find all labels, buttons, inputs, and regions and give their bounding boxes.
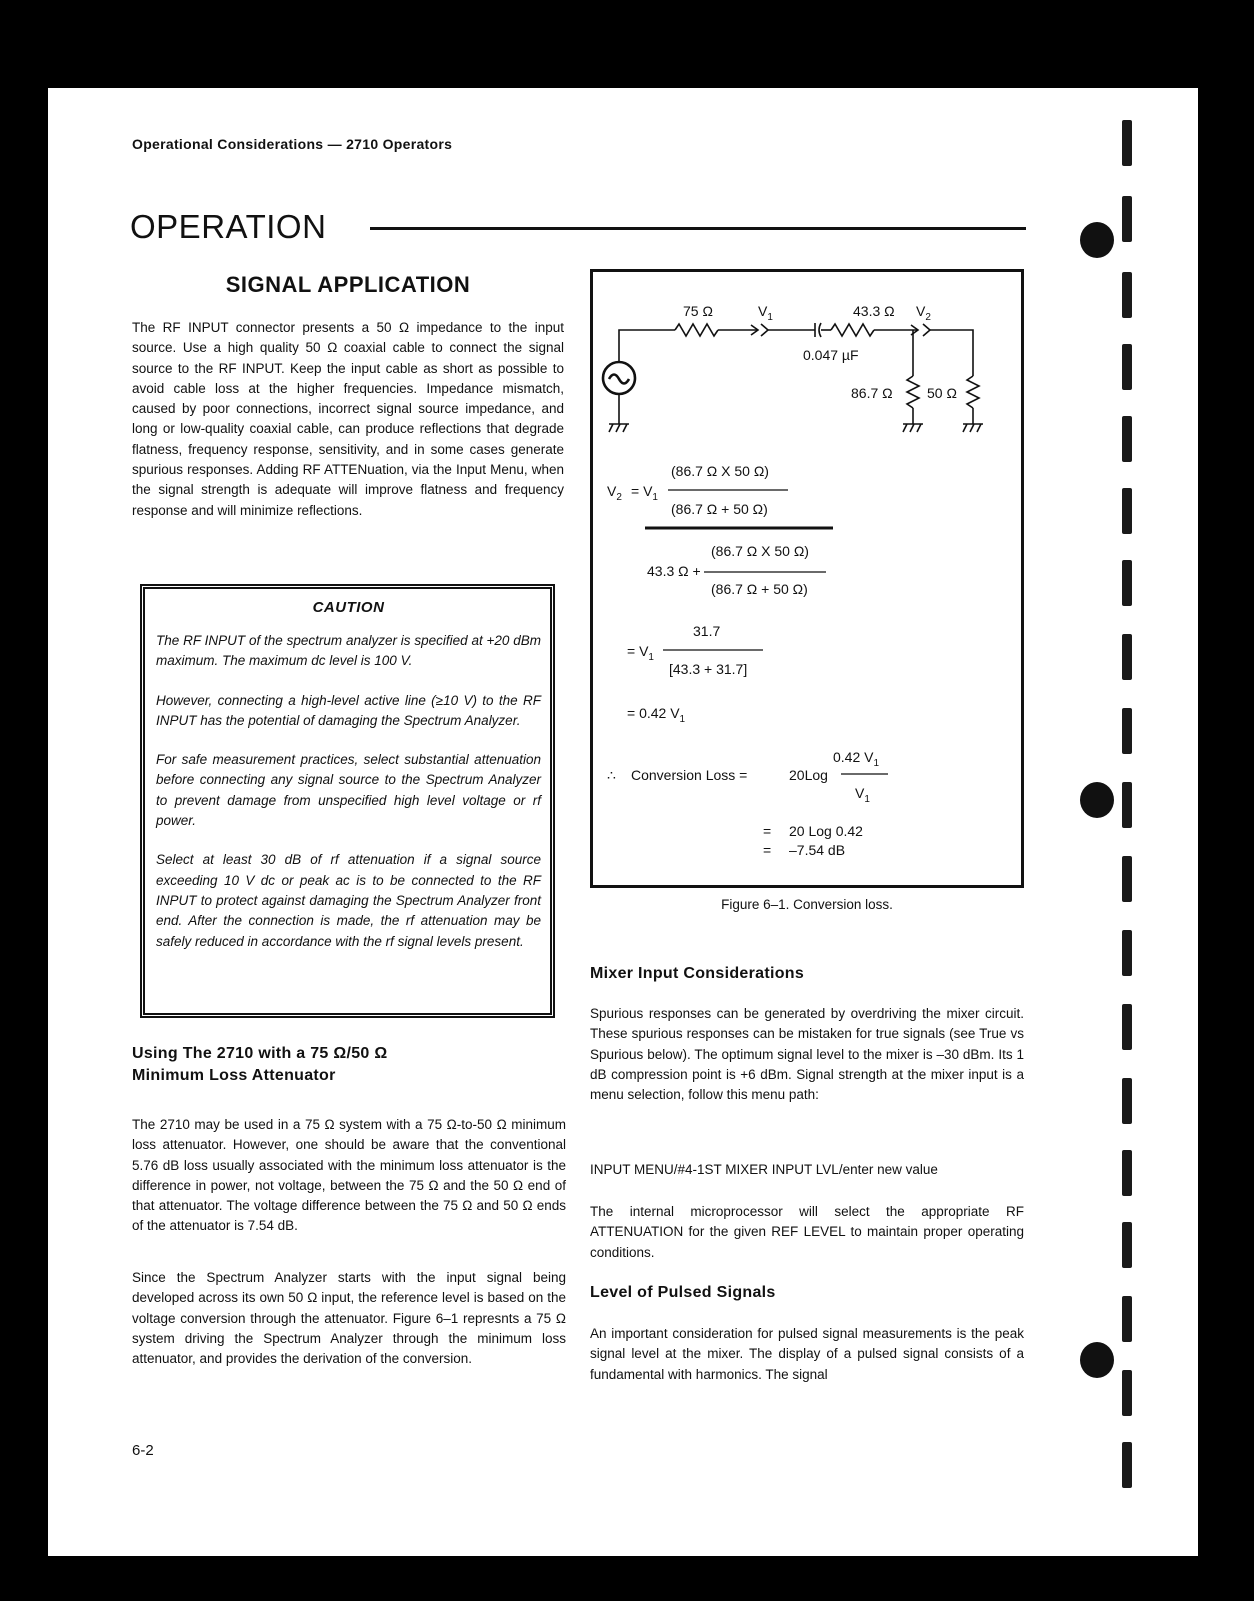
eq-conv-num: 0.42 $V_1$ (833, 749, 880, 769)
eq-den1: (86.7 Ω + 50 Ω) (671, 501, 768, 517)
using-heading (132, 1043, 564, 1087)
pulsed-heading: Level of Pulsed Signals (590, 1284, 776, 1301)
caution-paragraph: The RF INPUT of the spectrum analyzer is specified at +20 dBm maximum. The maximum dc level is 100 V. (156, 633, 541, 669)
eq-res1-eq: = (763, 823, 772, 839)
ground-icon (903, 424, 923, 432)
figure-box (590, 269, 1024, 888)
v1-label: $V_1$ (758, 303, 773, 323)
conversion-paragraph: Since the Spectrum Analyzer starts with the input signal being developed across its own 50 Ω input, the reference level is based on the voltage conversion through the attenuator. Figure 6–1 represnts a 75 Ω system driving the Spectrum Analyzer through the minimum loss attenuator, and provides the derivation of the conversion. (132, 1270, 566, 1367)
document-page (48, 88, 1198, 1556)
pulsed-paragraph: An important consideration for pulsed signal measurements is the peak signal level at the mixer. The display of a pulsed signal consists of a fundamental with harmonics. The signal (590, 1326, 1024, 1382)
eq-num1: (86.7 Ω X 50 Ω) (671, 463, 769, 479)
eq-num2: (86.7 Ω X 50 Ω) (711, 543, 809, 559)
resistor-43-icon (831, 324, 874, 336)
edge-mark (1122, 196, 1132, 242)
eq-res2: –7.54 dB (789, 842, 846, 858)
edge-mark (1122, 930, 1132, 976)
edge-mark (1122, 1004, 1132, 1050)
menu-path: INPUT MENU/#4-1ST MIXER INPUT LVL/enter new value (590, 1162, 938, 1177)
eq-step2-prefix: = $V_1$ (627, 643, 654, 663)
eq-series-r: 43.3 Ω + (647, 563, 701, 579)
eq-res1: 20 Log 0.42 (789, 823, 863, 839)
eq-step3: = 0.42 $V_1$ (627, 705, 686, 725)
edge-mark (1122, 560, 1132, 606)
wire (930, 330, 973, 376)
section-title: OPERATION (130, 208, 327, 245)
mixer-paragraph: Spurious responses can be generated by overdriving the mixer circuit. These spurious responses can be mistaken for true signals (see True vs Spurious below). The optimum signal level to the mixer is –30 dBm. Its 1 dB compression point is +6 dBm. Signal strength at the mixer input is a menu selection, follow this menu path: (590, 1006, 1024, 1103)
edge-mark (1122, 344, 1132, 390)
edge-mark (1122, 120, 1132, 166)
section-subtitle: SIGNAL APPLICATION (225, 272, 471, 297)
eq-conv-func: 20Log (789, 767, 828, 783)
running-head: Operational Considerations — 2710 Operators (132, 136, 453, 152)
v2-label: $V_2$ (916, 303, 931, 323)
using-heading-line2: Minimum Loss Attenuator (132, 1067, 336, 1084)
capacitor-icon (815, 323, 821, 337)
punch-hole (1080, 1342, 1114, 1378)
edge-mark (1122, 856, 1132, 902)
title-rule (370, 227, 1026, 230)
eq-step2-num: 31.7 (693, 623, 721, 639)
figure-caption: Figure 6–1. Conversion loss. (721, 897, 893, 912)
eq-rhs-v1: = $V_1$ (631, 483, 658, 503)
edge-mark (1122, 272, 1132, 318)
eq-lhs: $V_2$ (607, 483, 622, 503)
eq-conv-den: $V_1$ (855, 785, 870, 805)
source-wire (619, 330, 675, 362)
edge-mark (1122, 416, 1132, 462)
caution-paragraph: Select at least 30 dB of rf attenuation if a signal source exceeding 10 V dc or peak ac is to be connected to the RF INPUT to protect against damaging the Spectrum Analyzer front end. After the connection is made, the rf attenuation may be safely reduced in accordance with the rf signal levels present. (156, 852, 541, 949)
page-number: 6-2 (132, 1442, 154, 1459)
caution-paragraph: However, connecting a high-level active line (≥10 V) to the RF INPUT has the potential of damaging the Spectrum Analyzer. (156, 692, 541, 728)
edge-mark (1122, 1296, 1132, 1342)
edge-mark (1122, 1370, 1132, 1416)
caution-box (140, 584, 555, 1018)
edge-mark (1122, 1078, 1132, 1124)
attenuator-paragraph: The 2710 may be used in a 75 Ω system with a 75 Ω-to-50 Ω minimum loss attenuator. However, one should be aware that the conventional 5.76 dB loss usually associated with the minimum loss attenuator is the difference in power, not voltage, between the 75 Ω and the 50 Ω end of that attenuator. The voltage difference between the 75 Ω and 50 Ω ends of the attenuator is 7.54 dB. (132, 1117, 566, 1234)
eq-step2-den: [43.3 + 31.7] (669, 661, 748, 677)
eq-den2: (86.7 Ω + 50 Ω) (711, 581, 808, 597)
r3-label: 86.7 Ω (851, 385, 893, 401)
resistor-86-icon (907, 376, 919, 408)
resistor-50-icon (967, 376, 979, 408)
caution-paragraph: For safe measurement practices, select substantial attenuation before connecting any signal source to the Spectrum Analyzer to prevent damage from unspecified high level voltage or rf power. (156, 752, 541, 829)
mixer-heading: Mixer Input Considerations (590, 965, 805, 982)
r1-label: 75 Ω (683, 303, 713, 319)
edge-mark (1122, 782, 1132, 828)
microprocessor-paragraph: The internal microprocessor will select the appropriate RF ATTENUATION for the given REF LEVEL to maintain proper operating conditions. (590, 1204, 1024, 1260)
circuit-diagram (593, 272, 1021, 885)
edge-mark (1122, 708, 1132, 754)
punch-hole (1080, 222, 1114, 258)
edge-mark (1122, 1150, 1132, 1196)
edge-mark (1122, 1222, 1132, 1268)
ground-icon (963, 424, 983, 432)
edge-mark (1122, 1442, 1132, 1488)
eq-therefore: ∴ (607, 767, 616, 783)
eq-conv-label: Conversion Loss = (631, 767, 748, 783)
eq-res2-eq: = (763, 842, 772, 858)
punch-hole (1080, 782, 1114, 818)
chevron-v2 (923, 324, 930, 336)
r4-label: 50 Ω (927, 385, 957, 401)
r2-label: 43.3 Ω (853, 303, 895, 319)
caution-title: CAUTION (312, 599, 385, 616)
using-heading-line1: Using The 2710 with a 75 Ω/50 Ω (132, 1045, 388, 1062)
intro-paragraph: The RF INPUT connector presents a 50 Ω impedance to the input source. Use a high quality 50 Ω coaxial cable to connect the signal source to the RF INPUT. Keep the input cable as short as possible to avoid cable loss at the higher frequencies. Impedance mismatch, caused by poor connections, incorrect signal source impedance, and long or low-quality coaxial cable, can produce reflections that degrade flatness, frequency response, sensitivity, and in some cases generate spurious responses. Adding RF ATTENuation, via the Input Menu, when the signal strength is adequate will improve flatness and frequency response and will minimize reflections. (132, 320, 564, 518)
edge-mark (1122, 634, 1132, 680)
resistor-75-icon (675, 324, 718, 336)
cap-label: 0.047 µF (803, 347, 859, 363)
chevron-v1 (761, 324, 768, 336)
edge-mark (1122, 488, 1132, 534)
ground-icon (609, 424, 629, 432)
